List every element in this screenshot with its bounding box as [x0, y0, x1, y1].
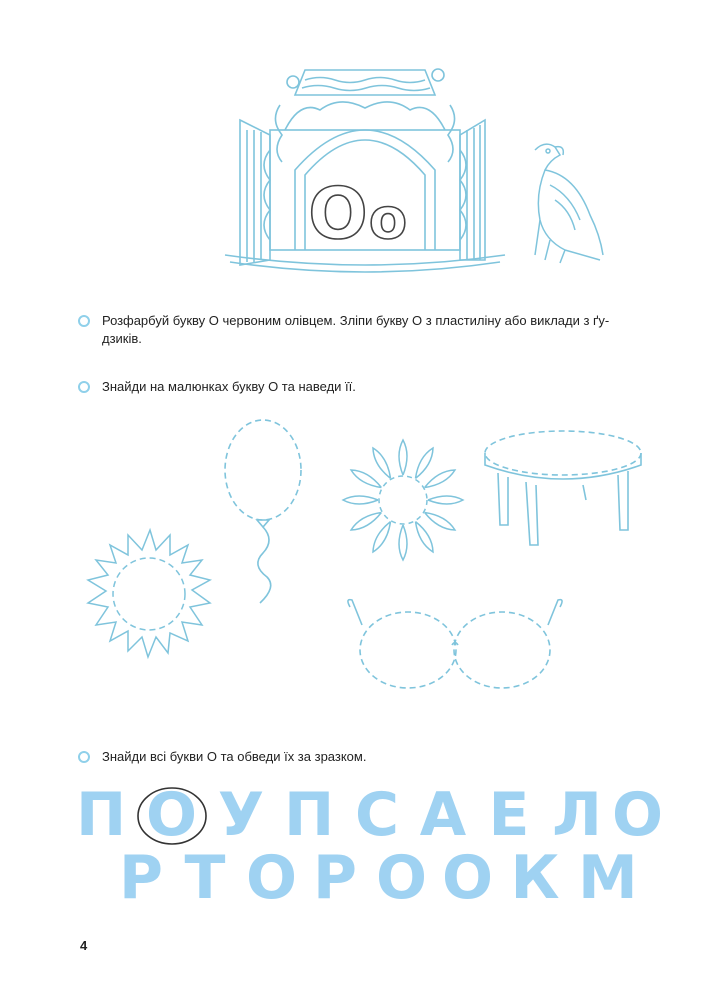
letter: К	[510, 843, 560, 913]
letter: О	[246, 843, 298, 913]
window-illustration	[210, 50, 520, 280]
letter: Е	[488, 780, 530, 850]
task-1	[84, 312, 684, 348]
page-number: 4	[80, 938, 88, 953]
task-2-text: Знайди на малюнках букву О та наведи її.	[102, 379, 356, 394]
task-3	[84, 748, 684, 766]
letter: У	[217, 780, 265, 850]
task-2	[84, 378, 684, 396]
task-bullet-icon	[78, 315, 90, 327]
task-3-text: Знайди всі букви О та обведи їх за зразком.	[102, 749, 367, 764]
letter: О	[442, 843, 494, 913]
letter: П	[284, 780, 335, 850]
letter: Р	[119, 843, 163, 913]
task-1-text: Розфарбуй букву О червоним олівцем. Зліпи букву О з пластиліну або виклади з ґу- дзиків.	[102, 313, 610, 346]
letter: М	[578, 843, 638, 913]
balloon-illustration	[215, 415, 315, 610]
letter-o-circled: О	[146, 780, 198, 850]
glasses-illustration	[340, 595, 570, 695]
letter: Т	[184, 843, 226, 913]
sample-circle	[134, 780, 210, 852]
task-bullet-icon	[78, 381, 90, 393]
capital-o-letter: O	[308, 173, 368, 255]
eagle-illustration	[515, 135, 610, 265]
task-bullet-icon	[78, 751, 90, 763]
table-illustration	[478, 425, 648, 555]
letter: С	[354, 780, 400, 850]
letter: П	[76, 780, 127, 850]
letter: Р	[313, 843, 357, 913]
small-o-letter: o	[368, 187, 408, 252]
sun-illustration	[80, 525, 220, 665]
letter: А	[419, 780, 467, 850]
flower-illustration	[340, 438, 470, 563]
letter: О	[376, 843, 428, 913]
letter-row-2	[0, 843, 720, 913]
letter: О	[612, 780, 664, 850]
letter-row-1	[0, 780, 720, 850]
letter: Л	[552, 780, 602, 850]
